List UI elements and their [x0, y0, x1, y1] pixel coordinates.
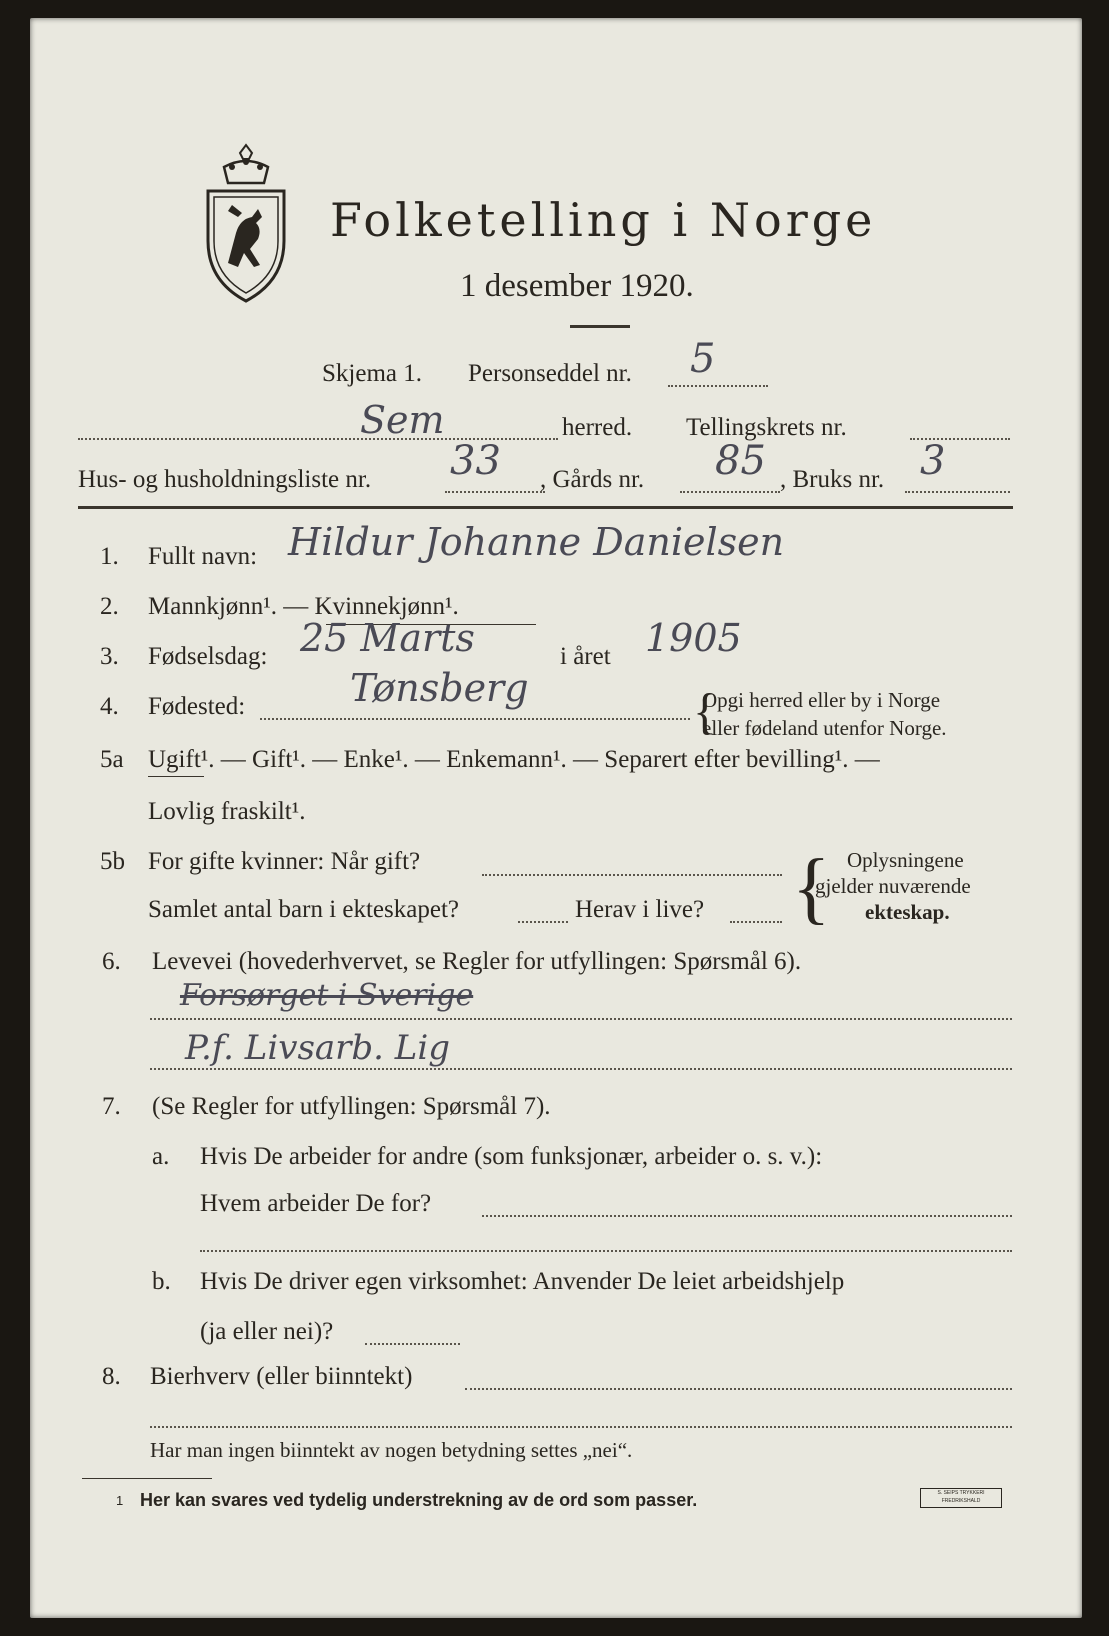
q5b-children-line: [518, 921, 568, 923]
form-title: Folketelling i Norge: [330, 193, 877, 247]
personseddel-line: [668, 385, 768, 387]
q7-number: 7.: [102, 1093, 121, 1120]
q5b-note-line3: ekteskap.: [865, 900, 950, 924]
q7b-line: [365, 1343, 460, 1345]
q3-number: 3.: [100, 643, 119, 670]
q3-year-label: i året: [560, 643, 611, 670]
q6-number: 6.: [102, 948, 121, 975]
q7b-line2: (ja eller nei)?: [200, 1318, 334, 1345]
q8-label: Bierhverv (eller biinntekt): [150, 1363, 413, 1390]
q8-line: [465, 1388, 1012, 1390]
q5b-note-line1: Oplysningene: [847, 848, 964, 872]
q4-number: 4.: [100, 693, 119, 720]
q4-note-line1: Opgi herred eller by i Norge: [702, 688, 941, 712]
personseddel-label: Personseddel nr.: [468, 360, 632, 387]
household-list-line: [445, 491, 545, 493]
footnote-text: Her kan svares ved tydelig understrekning av de ord som passer.: [140, 1490, 698, 1510]
q1-label: Fullt navn:: [148, 543, 258, 570]
q4-value: Tønsberg: [350, 666, 529, 710]
household-list-value: 33: [450, 438, 501, 484]
q5a-line2: Lovlig fraskilt¹.: [148, 798, 306, 825]
household-list-label: Hus- og husholdningsliste nr.: [78, 466, 372, 493]
q1-number: 1.: [100, 543, 119, 570]
q7b-number: b.: [152, 1268, 171, 1295]
q2-label: Mannkjønn¹. — Kvinnekjønn¹.: [148, 593, 459, 620]
q5a-line1: Ugift¹. — Gift¹. — Enke¹. — Enkemann¹. — Separert efter bevilling¹. —: [148, 746, 880, 773]
q8-line-extra: [150, 1426, 1012, 1428]
q5b-married-line: [482, 874, 782, 876]
q7a-number: a.: [152, 1143, 170, 1170]
personseddel-value: 5: [690, 336, 716, 382]
q5b-number: 5b: [100, 848, 125, 875]
schema-label: Skjema 1.: [322, 360, 422, 387]
printer-stamp: S. SEIPS TRYKKERI FREDRIKSHALD: [920, 1488, 1002, 1508]
q1-value: Hildur Johanne Danielsen: [288, 520, 785, 564]
q6-line2: [150, 1068, 1012, 1070]
herred-value: Sem: [360, 398, 445, 442]
tellingskrets-label: Tellingskrets nr.: [686, 414, 847, 441]
footer-note: Har man ingen biinntekt av nogen betydning settes „nei“.: [150, 1438, 633, 1462]
bruks-value: 3: [920, 438, 946, 484]
q7b-line1: Hvis De driver egen virksomhet: Anvender De leiet arbeidshjelp: [200, 1268, 845, 1295]
q8-number: 8.: [102, 1363, 121, 1390]
q6-line1: [150, 1018, 1012, 1020]
gards-value: 85: [715, 438, 766, 484]
q5b-alive-line: [730, 921, 782, 923]
q6-value: P.f. Livsarb. Lig: [185, 1028, 451, 1068]
q5b-line2a: Samlet antal barn i ekteskapet?: [148, 896, 459, 923]
census-date: 1 desember 1920.: [460, 268, 694, 304]
q5b-note-line2: gjelder nuværende: [815, 874, 971, 898]
header-divider: [78, 506, 1013, 509]
q6-label: Levevei (hovederhvervet, se Regler for utfyllingen: Spørsmål 6).: [152, 948, 802, 975]
q3-label: Fødselsdag:: [148, 643, 268, 670]
bruks-line: [905, 491, 1010, 493]
q4-note-line2: eller fødeland utenfor Norge.: [702, 716, 947, 740]
q5b-line2b: Herav i live?: [575, 896, 705, 923]
census-form: [30, 18, 1082, 1618]
q6-value-struck: Forsørget i Sverige: [180, 978, 474, 1013]
herred-label: herred.: [562, 414, 633, 441]
q4-note-brace: {: [693, 683, 717, 739]
q7a-line2: Hvem arbeider De for?: [200, 1190, 432, 1217]
q5a-underline: [148, 776, 204, 777]
norway-coat-of-arms: [202, 143, 290, 303]
bruks-label: , Bruks nr.: [780, 466, 885, 493]
q3-year-value: 1905: [645, 616, 742, 660]
q5b-line1: For gifte kvinner: Når gift?: [148, 848, 421, 875]
footnote-divider: [82, 1478, 212, 1479]
q3-value: 25 Marts: [300, 616, 475, 660]
q5b-note-brace: {: [792, 844, 831, 932]
q7-label: (Se Regler for utfyllingen: Spørsmål 7).: [152, 1093, 551, 1120]
title-divider: [570, 325, 630, 328]
q7a-line-extra: [200, 1250, 1012, 1252]
q5a-number: 5a: [100, 746, 124, 773]
q2-number: 2.: [100, 593, 119, 620]
q7a-line: [482, 1215, 1012, 1217]
gards-line: [680, 491, 780, 493]
q4-line: [260, 718, 690, 720]
q7a-line1: Hvis De arbeider for andre (som funksjonær, arbeider o. s. v.):: [200, 1143, 823, 1170]
gards-label: , Gårds nr.: [540, 466, 645, 493]
q4-label: Fødested:: [148, 693, 246, 720]
footnote-mark: 1: [116, 1493, 124, 1508]
